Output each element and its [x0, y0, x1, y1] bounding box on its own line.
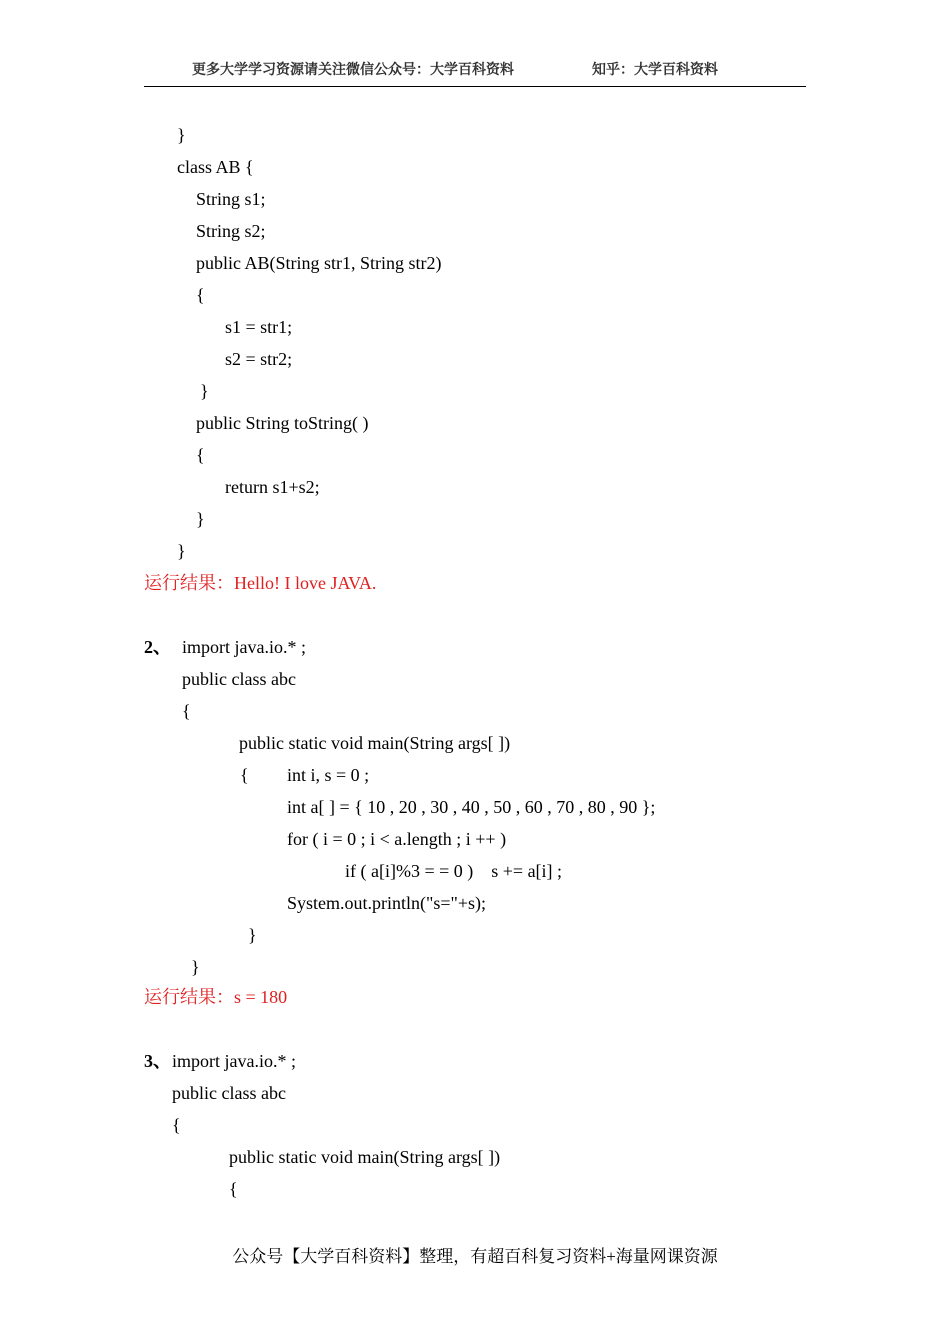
code-line: public AB(String str1, String str2)	[196, 253, 442, 273]
question-number-2: 2、	[144, 637, 171, 657]
code-line: {	[172, 1115, 181, 1135]
code-line: String s2;	[196, 221, 266, 241]
page-header	[144, 56, 806, 87]
code-line: public String toString( )	[196, 413, 369, 433]
code-line: {	[196, 445, 205, 465]
code-line: s2 = str2;	[225, 349, 293, 369]
code-line: }	[177, 125, 186, 145]
code-line: public class abc	[182, 669, 296, 689]
code-line: {	[229, 1179, 238, 1199]
code-line: }	[191, 957, 200, 977]
code-line: import java.io.* ;	[172, 1051, 296, 1071]
code-line: class AB {	[177, 157, 254, 177]
run-result-1: 运行结果：Hello! I love JAVA.	[144, 573, 377, 593]
code-line: {	[182, 701, 191, 721]
code-line: s1 = str1;	[225, 317, 293, 337]
code-line: }	[200, 381, 209, 401]
code-line: public static void main(String args[ ])	[239, 733, 511, 753]
question-number-3: 3、	[144, 1051, 171, 1071]
code-line: import java.io.* ;	[182, 637, 306, 657]
page-footer: 公众号【大学百科资料】整理，有超百科复习资料+海量网课资源	[232, 1247, 718, 1266]
code-line: int i, s = 0 ;	[287, 765, 370, 785]
code-line: {	[196, 285, 205, 305]
header-wechat-note: 更多大学学习资源请关注微信公众号：大学百科资料	[192, 63, 514, 78]
code-line: if ( a[i]%3 = = 0 ) s += a[i] ;	[345, 861, 563, 881]
code-line: }	[196, 509, 205, 529]
code-line: String s1;	[196, 189, 266, 209]
code-line: int a[ ] = { 10 , 20 , 30 , 40 , 50 , 60 , 70 , 80 , 90 };	[287, 797, 656, 817]
code-line: for ( i = 0 ; i < a.length ; i ++ )	[287, 829, 507, 849]
code-line: }	[177, 541, 186, 561]
code-line: return s1+s2;	[225, 477, 320, 497]
code-line: {	[240, 765, 249, 785]
code-line: System.out.println("s="+s);	[287, 893, 487, 913]
code-line: public static void main(String args[ ])	[229, 1147, 501, 1167]
code-line: }	[248, 925, 257, 945]
code-line: public class abc	[172, 1083, 286, 1103]
header-zhihu-note: 知乎：大学百科资料	[592, 63, 718, 78]
run-result-2: 运行结果：s = 180	[144, 987, 288, 1007]
